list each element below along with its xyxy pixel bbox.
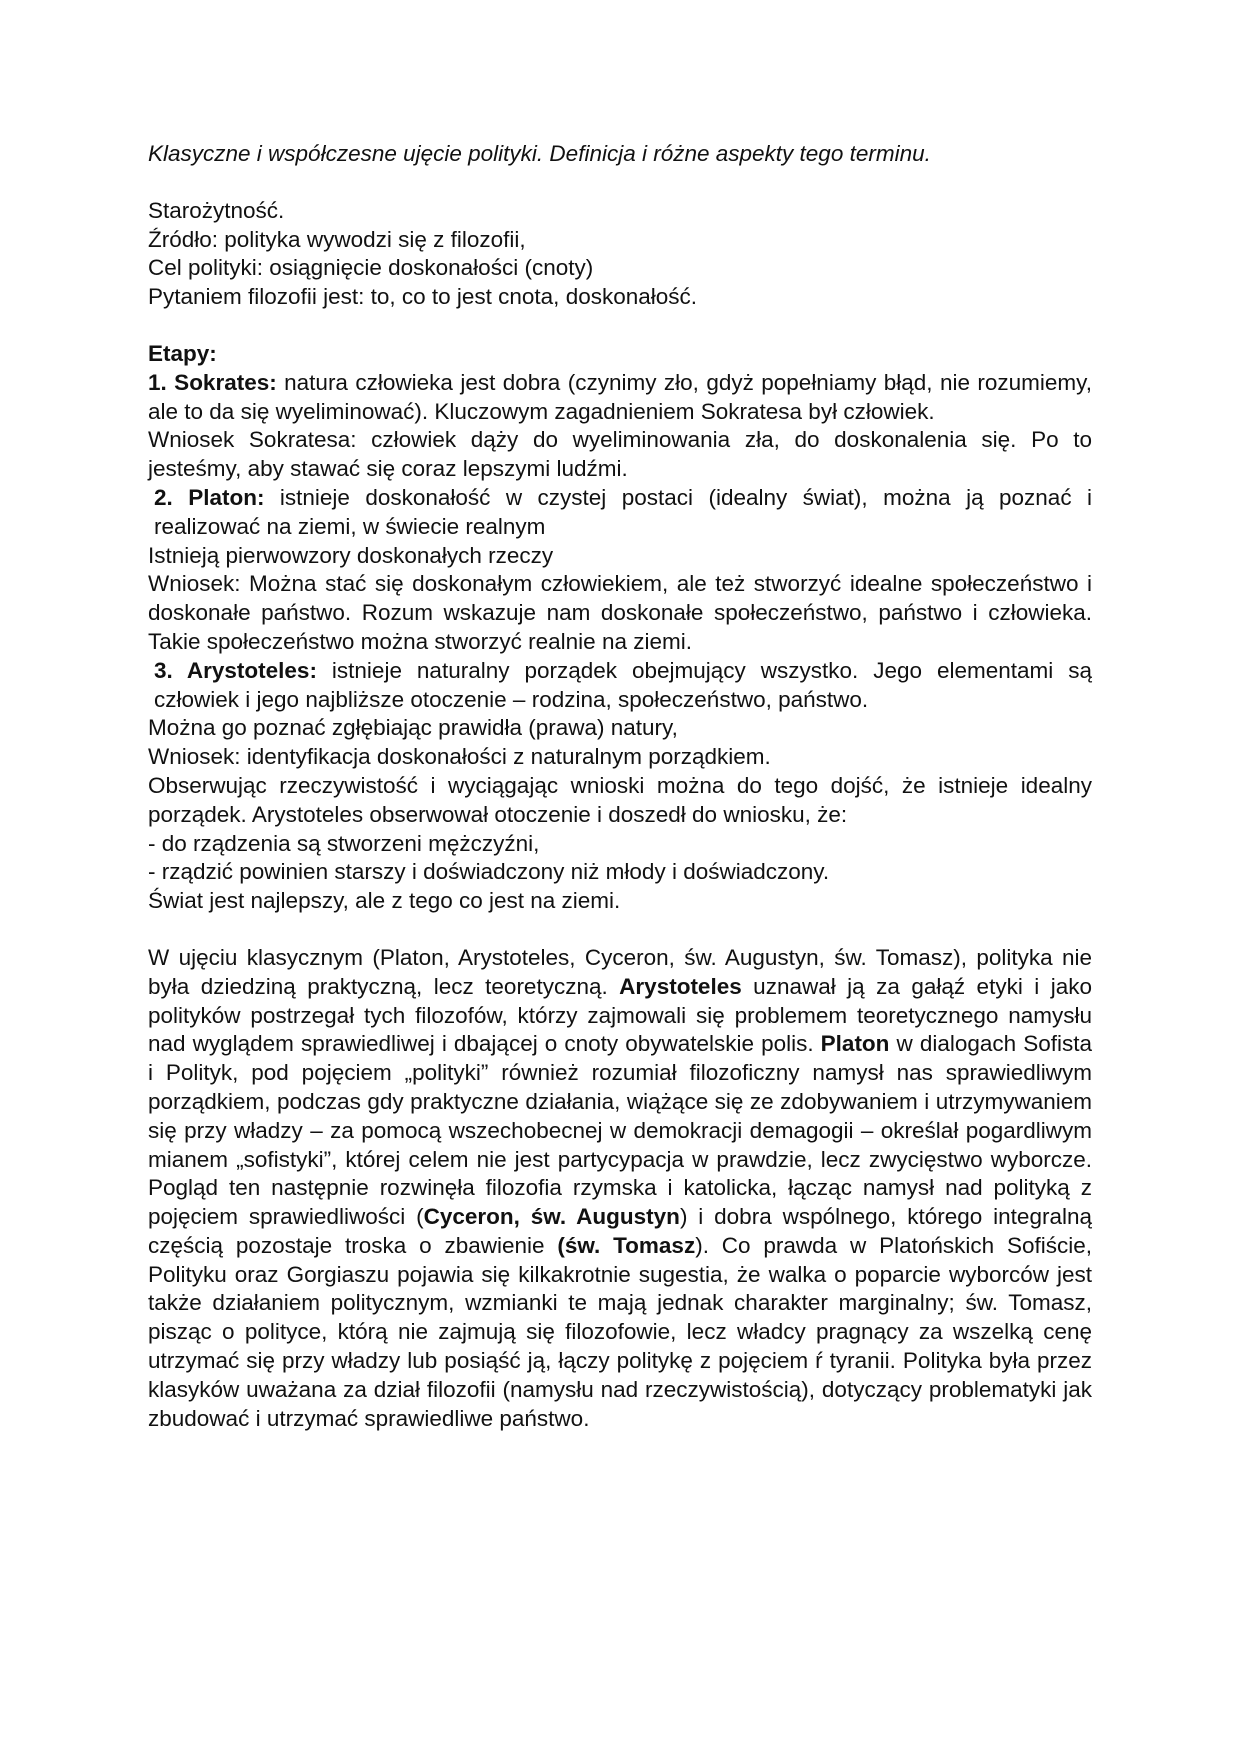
stage-1-conclusion: Wniosek Sokratesa: człowiek dąży do wyeliminowania zła, do doskonalenia się. Po to jesteśmy, aby stawać się coraz lepszymi ludźmi. <box>148 427 1092 482</box>
stage-1-label: 1. Sokrates: <box>148 369 277 395</box>
stage-2-label: 2. Platon: <box>154 484 265 510</box>
stage-2-text: istnieje doskonałość w czystej postaci (idealny świat), można ją poznać i realizować na ziemi, w świecie realnym <box>154 484 1092 539</box>
spacer <box>148 312 1092 340</box>
classic-bold-thomas: (św. Tomasz <box>557 1232 696 1258</box>
stage-2-line-2: Istnieją pierwowzory doskonałych rzeczy <box>148 542 554 568</box>
classic-text-2: uznawał ją za gałąź etyki i jako polityków postrzegał tych filozofów, którzy zajmowali się problemem teoretycznego namysłu nad wyglądem sprawiedliwej i dbającej o cnoty obywatelskie polis. <box>148 973 1092 1057</box>
stage-3-label: 3. Arystoteles: <box>154 657 317 683</box>
intro-line-1: Starożytność. <box>148 197 285 223</box>
stage-3-bullet-2: - rządzić powinien starszy i doświadczony niż młody i doświadczony. <box>148 859 830 885</box>
classic-paragraph <box>148 944 1092 1434</box>
stage-1-text: natura człowieka jest dobra (czynimy zło, gdyż popełniamy błąd, nie rozumiemy, ale to da się wyeliminować). Kluczowym zagadnieniem Sokratesa był człowiek. <box>148 369 1092 424</box>
stages-heading: Etapy: <box>148 340 217 366</box>
stage-3-line-3: Wniosek: identyfikacja doskonałości z naturalnym porządkiem. <box>148 744 771 770</box>
classic-text-3: w dialogach Sofista i Polityk, pod pojęciem „polityki” również rozumiał filozoficzny namysł nas sprawiedliwym porządkiem, podczas gdy praktyczne działania, wiążące się ze zdobywaniem i utrzymywaniem się przy władzy – za pomocą wszechobecnej w demokracji demagogii – określał pogardliwym mianem „sofistyki”, której celem nie jest partycypacja w prawdzie, lecz zwycięstwo wyborcze. Pogląd ten następnie rozwinęła filozofia rzymska i katolicka, łącząc namysł nad polityką z pojęciem sprawiedliwości ( <box>148 1031 1092 1230</box>
document-page <box>148 140 1092 1433</box>
classic-text-4: ) i dobra wspólnego, którego integralną częścią pozostaje troska o zbawienie <box>148 1204 1092 1258</box>
intro-line-2: Źródło: polityka wywodzi się z filozofii, <box>148 226 526 252</box>
classic-text-5: ). Co prawda w Platońskich Sofiście, Polityku oraz Gorgiaszu pojawia się kilkakrotnie sugestia, że walka o poparcie wyborców jest także działaniem politycznym, wzmianki te mają jednak charakter marginalny; św. Tomasz, pisząc o polityce, którą nie zajmują się filozofowie, lecz władcy pragnący za wszelką cenę utrzymać się przy władzy lub posiąść ją, łączy politykę z pojęciem ŕ tyranii. Polityka była przez klasyków uważana za dział filozofii (namysłu nad rzeczywistością), dotyczący problematyki jak zbudować i utrzymać sprawiedliwe państwo. <box>148 1232 1092 1431</box>
spacer <box>148 169 1092 197</box>
classic-bold-aristotle: Arystoteles <box>619 973 742 999</box>
stage-2-conclusion: Wniosek: Można stać się doskonałym człowiekiem, ale też stworzyć idealne społeczeństwo i doskonałe państwo. Rozum wskazuje nam doskonałe społeczeństwo, państwo i człowieka. Takie społeczeństwo można stworzyć realnie na ziemi. <box>148 571 1092 654</box>
classic-bold-plato: Platon <box>820 1031 890 1057</box>
classic-text-1: W ujęciu klasycznym (Platon, Arystoteles, Cyceron, św. Augustyn, św. Tomasz), polityka nie była dziedziną praktyczną, lecz teoretyczną. <box>148 944 1092 999</box>
spacer <box>148 916 1092 944</box>
document-title: Klasyczne i współczesne ujęcie polityki. Definicja i różne aspekty tego terminu. <box>148 141 931 166</box>
stage-3-closing: Świat jest najlepszy, ale z tego co jest na ziemi. <box>148 888 621 914</box>
stage-3-text: istnieje naturalny porządek obejmujący wszystko. Jego elementami są człowiek i jego najbliższe otoczenie – rodzina, społeczeństwo, państwo. <box>154 657 1092 712</box>
classic-bold-cicero-augustine: Cyceron, św. Augustyn <box>423 1204 680 1230</box>
intro-line-4: Pytaniem filozofii jest: to, co to jest cnota, doskonałość. <box>148 284 698 310</box>
stage-3-bullet-1: - do rządzenia są stworzeni mężczyźni, <box>148 830 540 856</box>
stage-3-paragraph <box>148 657 1092 715</box>
stage-2-paragraph <box>148 484 1092 542</box>
intro-line-3: Cel polityki: osiągnięcie doskonałości (cnoty) <box>148 255 594 281</box>
stage-3-observation: Obserwując rzeczywistość i wyciągając wnioski można do tego dojść, że istnieje idealny porządek. Arystoteles obserwował otoczenie i doszedł do wniosku, że: <box>148 772 1092 827</box>
stage-1-paragraph <box>148 369 1092 427</box>
stage-3-line-2: Można go poznać zgłębiając prawidła (prawa) natury, <box>148 715 678 741</box>
